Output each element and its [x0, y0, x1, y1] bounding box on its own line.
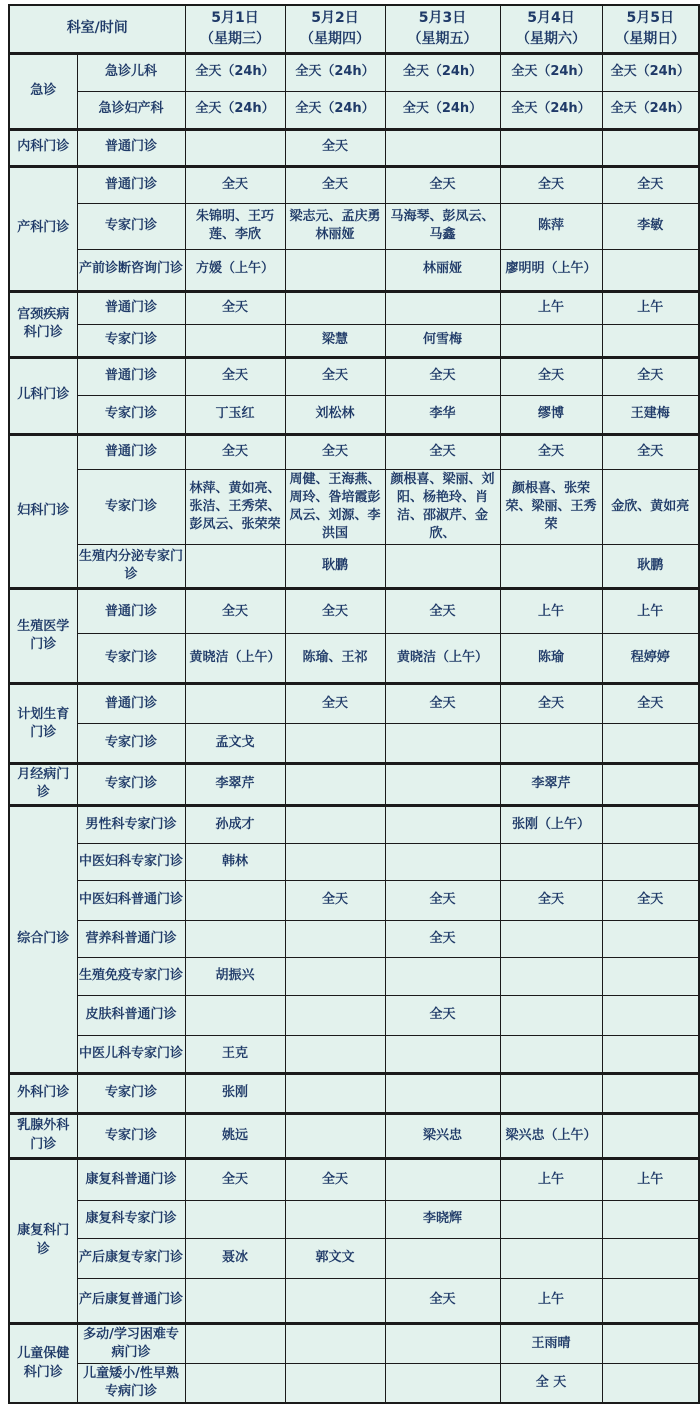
- schedule-cell: [602, 129, 699, 166]
- schedule-table: [8, 4, 700, 1404]
- schedule-cell: [185, 545, 285, 589]
- schedule-cell: [602, 1035, 699, 1073]
- schedule-cell: [285, 995, 385, 1035]
- schedule-cell: [385, 129, 500, 166]
- schedule-cell: [185, 684, 285, 724]
- schedule-cell: [285, 957, 385, 995]
- schedule-cell: 刘松林: [285, 395, 385, 434]
- schedule-cell: 廖明明（上午）: [500, 249, 602, 291]
- clinic-type-label: 专家门诊: [77, 634, 185, 684]
- schedule-cell: [185, 880, 285, 920]
- schedule-cell: 黄晓洁（上午）: [385, 634, 500, 684]
- schedule-cell: 上午: [500, 589, 602, 634]
- schedule-cell: 上午: [500, 1278, 602, 1323]
- department-label: 宫颈疾病科门诊: [9, 291, 77, 357]
- schedule-cell: [185, 1364, 285, 1404]
- department-label: 月经病门诊: [9, 764, 77, 805]
- day-header-week: （星期六）: [516, 30, 586, 47]
- clinic-type-label: 中医妇科专家门诊: [77, 843, 185, 880]
- schedule-cell: 全天（24h）: [385, 91, 500, 129]
- day-header-date: 5月4日: [527, 9, 575, 26]
- department-label: 儿科门诊: [9, 357, 77, 434]
- department-label: 康复科门诊: [9, 1158, 77, 1323]
- schedule-cell: 何雪梅: [385, 324, 500, 357]
- schedule-cell: 全天（24h）: [602, 91, 699, 129]
- schedule-cell: [500, 1238, 602, 1278]
- schedule-cell: 全天: [385, 684, 500, 724]
- schedule-cell: 全天: [500, 166, 602, 203]
- schedule-cell: 朱锦明、王巧莲、李欣: [185, 203, 285, 249]
- schedule-cell: 王雨晴: [500, 1323, 602, 1363]
- clinic-type-label: 生殖内分泌专家门诊: [77, 545, 185, 589]
- schedule-cell: 全天: [500, 357, 602, 395]
- day-header-week: （星期三）: [200, 30, 270, 47]
- schedule-cell: [385, 1323, 500, 1363]
- clinic-type-label: 专家门诊: [77, 203, 185, 249]
- schedule-cell: 全天: [285, 357, 385, 395]
- schedule-cell: 张刚: [185, 1073, 285, 1113]
- clinic-type-label: 产前诊断咨询门诊: [77, 249, 185, 291]
- schedule-cell: [602, 1113, 699, 1158]
- schedule-cell: 全天: [285, 589, 385, 634]
- schedule-cell: 全天（24h）: [285, 53, 385, 91]
- schedule-cell: [285, 1113, 385, 1158]
- schedule-cell: [500, 920, 602, 957]
- schedule-cell: 全天（24h）: [185, 91, 285, 129]
- schedule-cell: 王建梅: [602, 395, 699, 434]
- schedule-cell: 全天: [185, 434, 285, 469]
- clinic-type-label: 普通门诊: [77, 684, 185, 724]
- schedule-cell: 李晓辉: [385, 1200, 500, 1238]
- schedule-cell: 上午: [602, 1158, 699, 1200]
- schedule-cell: 全天: [285, 684, 385, 724]
- schedule-cell: 姚远: [185, 1113, 285, 1158]
- day-header-week: （星期日）: [615, 30, 686, 47]
- schedule-cell: 梁兴忠（上午）: [500, 1113, 602, 1158]
- schedule-cell: 缪博: [500, 395, 602, 434]
- schedule-cell: 全天: [385, 357, 500, 395]
- schedule-cell: 孙成才: [185, 805, 285, 843]
- schedule-cell: [285, 764, 385, 805]
- schedule-cell: [602, 805, 699, 843]
- schedule-cell: 全天: [385, 166, 500, 203]
- department-label: 内科门诊: [9, 129, 77, 166]
- schedule-cell: 全天: [602, 880, 699, 920]
- schedule-cell: [385, 1073, 500, 1113]
- schedule-cell: [185, 920, 285, 957]
- schedule-cell: 梁兴忠: [385, 1113, 500, 1158]
- schedule-cell: 全天: [385, 1278, 500, 1323]
- schedule-cell: 陈瑜: [500, 634, 602, 684]
- schedule-cell: 上午: [500, 291, 602, 324]
- schedule-cell: 全天: [185, 291, 285, 324]
- schedule-cell: [602, 324, 699, 357]
- schedule-cell: 梁慧: [285, 324, 385, 357]
- schedule-cell: 全天: [285, 129, 385, 166]
- schedule-cell: [285, 920, 385, 957]
- schedule-cell: 全天: [385, 995, 500, 1035]
- clinic-type-label: 普通门诊: [77, 589, 185, 634]
- schedule-cell: [385, 1364, 500, 1404]
- schedule-cell: 王克: [185, 1035, 285, 1073]
- schedule-cell: 颜根喜、梁丽、刘阳、杨艳玲、肖洁、邵淑芹、金欣、: [385, 469, 500, 545]
- schedule-cell: 林萍、黄如亮、张洁、王秀荣、彭凤云、张荣荣: [185, 469, 285, 545]
- clinic-type-label: 专家门诊: [77, 324, 185, 357]
- schedule-cell: 全天（24h）: [385, 53, 500, 91]
- schedule-cell: [602, 920, 699, 957]
- department-label: 妇科门诊: [9, 434, 77, 589]
- schedule-cell: [285, 249, 385, 291]
- schedule-cell: 程婷婷: [602, 634, 699, 684]
- day-header: [385, 5, 500, 53]
- clinic-type-label: 急诊妇产科: [77, 91, 185, 129]
- schedule-cell: [385, 724, 500, 764]
- schedule-cell: [185, 995, 285, 1035]
- schedule-cell: 全天: [385, 589, 500, 634]
- schedule-cell: 全天: [602, 434, 699, 469]
- clinic-type-label: 康复科普通门诊: [77, 1158, 185, 1200]
- clinic-type-label: 产后康复专家门诊: [77, 1238, 185, 1278]
- schedule-cell: 耿鹏: [602, 545, 699, 589]
- schedule-cell: 全 天: [500, 1364, 602, 1404]
- clinic-type-label: 中医儿科专家门诊: [77, 1035, 185, 1073]
- clinic-type-label: 中医妇科普通门诊: [77, 880, 185, 920]
- day-header: [602, 5, 699, 53]
- day-header-week: （星期四）: [300, 30, 370, 47]
- clinic-type-label: 营养科普通门诊: [77, 920, 185, 957]
- day-header-week: （星期五）: [407, 30, 478, 47]
- schedule-cell: [185, 324, 285, 357]
- schedule-cell: [602, 724, 699, 764]
- schedule-cell: 全天: [385, 920, 500, 957]
- schedule-cell: 颜根喜、张荣荣、梁丽、王秀荣: [500, 469, 602, 545]
- schedule-cell: 黄晓洁（上午）: [185, 634, 285, 684]
- schedule-cell: 李敏: [602, 203, 699, 249]
- schedule-cell: 全天: [602, 357, 699, 395]
- corner-header: 科室/时间: [9, 5, 185, 53]
- day-header-date: 5月5日: [626, 9, 674, 26]
- schedule-cell: [602, 957, 699, 995]
- schedule-cell: 全天（24h）: [285, 91, 385, 129]
- schedule-cell: 上午: [602, 589, 699, 634]
- schedule-cell: 郭文文: [285, 1238, 385, 1278]
- schedule-cell: [285, 805, 385, 843]
- schedule-cell: 陈萍: [500, 203, 602, 249]
- schedule-cell: 金欣、黄如亮: [602, 469, 699, 545]
- schedule-cell: [385, 1035, 500, 1073]
- schedule-cell: [185, 1278, 285, 1323]
- clinic-type-label: 专家门诊: [77, 1113, 185, 1158]
- clinic-type-label: 专家门诊: [77, 469, 185, 545]
- schedule-cell: [500, 995, 602, 1035]
- schedule-cell: [285, 1364, 385, 1404]
- schedule-cell: [385, 1238, 500, 1278]
- department-label: 计划生育门诊: [9, 684, 77, 764]
- schedule-cell: [385, 843, 500, 880]
- clinic-type-label: 急诊儿科: [77, 53, 185, 91]
- schedule-cell: 韩林: [185, 843, 285, 880]
- schedule-cell: [602, 1364, 699, 1404]
- clinic-type-label: 多动/学习困难专病门诊: [77, 1323, 185, 1363]
- schedule-cell: [500, 1035, 602, 1073]
- schedule-cell: [385, 957, 500, 995]
- schedule-cell: [285, 843, 385, 880]
- department-label: 生殖医学门诊: [9, 589, 77, 684]
- schedule-cell: 全天: [285, 434, 385, 469]
- day-header-date: 5月1日: [211, 9, 259, 26]
- schedule-cell: 全天: [185, 589, 285, 634]
- department-label: 乳腺外科门诊: [9, 1113, 77, 1158]
- schedule-cell: [500, 1200, 602, 1238]
- schedule-cell: 全天: [385, 880, 500, 920]
- schedule-cell: 全天: [385, 434, 500, 469]
- schedule-cell: [602, 1073, 699, 1113]
- schedule-cell: [500, 1073, 602, 1113]
- schedule-cell: 全天: [500, 684, 602, 724]
- clinic-type-label: 普通门诊: [77, 291, 185, 324]
- schedule-cell: [602, 1278, 699, 1323]
- schedule-cell: 张刚（上午）: [500, 805, 602, 843]
- schedule-cell: 全天: [285, 880, 385, 920]
- schedule-cell: 耿鹏: [285, 545, 385, 589]
- department-label: 外科门诊: [9, 1073, 77, 1113]
- schedule-cell: 上午: [500, 1158, 602, 1200]
- schedule-cell: 聂冰: [185, 1238, 285, 1278]
- schedule-cell: 丁玉红: [185, 395, 285, 434]
- schedule-cell: [602, 1238, 699, 1278]
- schedule-cell: 全天（24h）: [500, 91, 602, 129]
- clinic-type-label: 专家门诊: [77, 395, 185, 434]
- clinic-type-label: 儿童矮小/性早熟专病门诊: [77, 1364, 185, 1404]
- schedule-cell: [385, 764, 500, 805]
- schedule-cell: 全天: [285, 166, 385, 203]
- schedule-cell: [285, 291, 385, 324]
- schedule-cell: [385, 545, 500, 589]
- schedule-cell: 马海琴、彭凤云、马鑫: [385, 203, 500, 249]
- clinic-type-label: 康复科专家门诊: [77, 1200, 185, 1238]
- schedule-cell: [602, 1323, 699, 1363]
- schedule-cell: 李翠芹: [500, 764, 602, 805]
- clinic-type-label: 普通门诊: [77, 129, 185, 166]
- schedule-cell: [500, 843, 602, 880]
- schedule-cell: 全天: [185, 166, 285, 203]
- clinic-type-label: 普通门诊: [77, 166, 185, 203]
- department-label: 儿童保健科门诊: [9, 1323, 77, 1403]
- schedule-cell: [500, 129, 602, 166]
- department-label: 综合门诊: [9, 805, 77, 1073]
- schedule-cell: 李翠芹: [185, 764, 285, 805]
- schedule-cell: [602, 1200, 699, 1238]
- schedule-cell: [602, 843, 699, 880]
- clinic-type-label: 普通门诊: [77, 357, 185, 395]
- schedule-cell: 全天: [602, 166, 699, 203]
- schedule-cell: 全天: [500, 434, 602, 469]
- schedule-cell: [602, 764, 699, 805]
- schedule-cell: [285, 1073, 385, 1113]
- schedule-cell: [385, 291, 500, 324]
- schedule-cell: [185, 129, 285, 166]
- schedule-cell: 全天: [185, 1158, 285, 1200]
- schedule-cell: 全天（24h）: [602, 53, 699, 91]
- schedule-cell: 李华: [385, 395, 500, 434]
- day-header: [500, 5, 602, 53]
- clinic-type-label: 专家门诊: [77, 1073, 185, 1113]
- schedule-cell: [602, 249, 699, 291]
- schedule-cell: 孟文戈: [185, 724, 285, 764]
- schedule-cell: [285, 1323, 385, 1363]
- clinic-type-label: 男性科专家门诊: [77, 805, 185, 843]
- schedule-cell: [500, 957, 602, 995]
- schedule-cell: 林丽娅: [385, 249, 500, 291]
- day-header: [185, 5, 285, 53]
- schedule-cell: [500, 724, 602, 764]
- day-header: [285, 5, 385, 53]
- day-header-date: 5月2日: [311, 9, 359, 26]
- schedule-cell: 全天: [285, 1158, 385, 1200]
- schedule-cell: [285, 724, 385, 764]
- schedule-cell: 胡振兴: [185, 957, 285, 995]
- schedule-cell: [500, 545, 602, 589]
- schedule-cell: 上午: [602, 291, 699, 324]
- schedule-cell: 全天（24h）: [500, 53, 602, 91]
- schedule-cell: [285, 1200, 385, 1238]
- schedule-cell: 全天: [185, 357, 285, 395]
- day-header-date: 5月3日: [418, 9, 467, 26]
- clinic-type-label: 产后康复普通门诊: [77, 1278, 185, 1323]
- schedule-cell: [500, 324, 602, 357]
- clinic-type-label: 专家门诊: [77, 724, 185, 764]
- schedule-cell: 梁志元、孟庆勇林丽娅: [285, 203, 385, 249]
- schedule-cell: [185, 1323, 285, 1363]
- clinic-type-label: 生殖免疫专家门诊: [77, 957, 185, 995]
- clinic-type-label: 专家门诊: [77, 764, 185, 805]
- schedule-cell: [285, 1278, 385, 1323]
- schedule-cell: [385, 1158, 500, 1200]
- schedule-cell: 陈瑜、王祁: [285, 634, 385, 684]
- schedule-cell: 周健、王海燕、周玲、昝培霞彭凤云、刘源、李洪国: [285, 469, 385, 545]
- schedule-cell: [602, 995, 699, 1035]
- schedule-cell: 全天: [500, 880, 602, 920]
- schedule-cell: 全天（24h）: [185, 53, 285, 91]
- schedule-cell: 全天: [602, 684, 699, 724]
- clinic-type-label: 皮肤科普通门诊: [77, 995, 185, 1035]
- department-label: 急诊: [9, 53, 77, 129]
- clinic-type-label: 普通门诊: [77, 434, 185, 469]
- schedule-cell: [185, 1200, 285, 1238]
- department-label: 产科门诊: [9, 166, 77, 291]
- schedule-cell: 方媛（上午）: [185, 249, 285, 291]
- schedule-cell: [285, 1035, 385, 1073]
- schedule-cell: [385, 805, 500, 843]
